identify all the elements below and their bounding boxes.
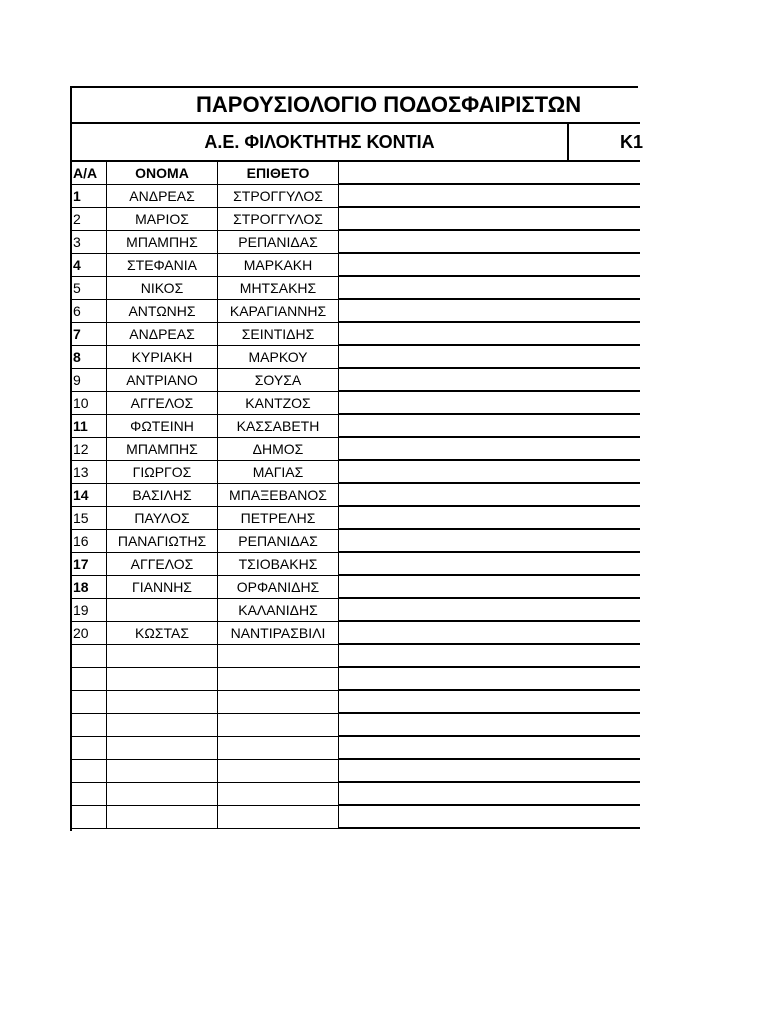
cell-surname[interactable]: ΝΑΝΤΙΡΑΣΒΙΛΙ [218, 622, 339, 645]
cell-attendance[interactable] [339, 599, 640, 622]
table-row [72, 622, 640, 645]
cell-aa[interactable]: 16 [72, 530, 107, 553]
cell-surname[interactable]: ΜΗΤΣΑΚΗΣ [218, 277, 339, 300]
table-row [72, 346, 640, 369]
cell-surname[interactable] [218, 806, 339, 829]
table-row [72, 484, 640, 507]
cell-surname[interactable]: ΡΕΠΑΝΙΔΑΣ [218, 231, 339, 254]
cell-surname[interactable]: ΜΠΑΞΕΒΑΝΟΣ [218, 484, 339, 507]
table-row [72, 553, 640, 576]
cell-name[interactable] [107, 645, 218, 668]
cell-surname[interactable]: ΤΣΙΟΒΑΚΗΣ [218, 553, 339, 576]
table-row [72, 507, 640, 530]
header-surname: ΕΠΙΘΕΤΟ [218, 162, 339, 185]
cell-aa[interactable]: 20 [72, 622, 107, 645]
cell-name[interactable] [107, 668, 218, 691]
table-row [72, 645, 640, 668]
cell-name[interactable] [107, 691, 218, 714]
table-row [72, 783, 640, 806]
cell-attendance[interactable] [339, 737, 640, 760]
cell-name[interactable]: ΑΓΓΕΛΟΣ [107, 553, 218, 576]
table-row [72, 369, 640, 392]
table-row [72, 277, 640, 300]
table-row [72, 760, 640, 783]
cell-attendance[interactable] [339, 369, 640, 392]
cell-aa[interactable] [72, 691, 107, 714]
attendance-sheet [70, 86, 644, 831]
cell-name[interactable]: ΑΝΤΡΙΑΝΟ [107, 369, 218, 392]
cell-surname[interactable] [218, 737, 339, 760]
cell-name[interactable] [107, 760, 218, 783]
cell-surname[interactable] [218, 714, 339, 737]
cell-name[interactable]: ΚΩΣΤΑΣ [107, 622, 218, 645]
cell-name[interactable]: ΚΥΡΙΑΚΗ [107, 346, 218, 369]
table-row [72, 576, 640, 599]
cell-aa[interactable] [72, 714, 107, 737]
cell-aa[interactable]: 6 [72, 300, 107, 323]
cell-name[interactable]: ΒΑΣΙΛΗΣ [107, 484, 218, 507]
cell-aa[interactable] [72, 806, 107, 829]
cell-name[interactable]: ΓΙΩΡΓΟΣ [107, 461, 218, 484]
header-attendance [339, 162, 640, 185]
cell-attendance[interactable] [339, 323, 640, 346]
cell-surname[interactable]: ΚΑΝΤΖΟΣ [218, 392, 339, 415]
cell-attendance[interactable] [339, 185, 640, 208]
cell-name[interactable] [107, 783, 218, 806]
cell-name[interactable] [107, 737, 218, 760]
table-row [72, 323, 640, 346]
cell-aa[interactable]: 1 [72, 185, 107, 208]
cell-aa[interactable]: 2 [72, 208, 107, 231]
cell-name[interactable]: ΜΑΡΙΟΣ [107, 208, 218, 231]
cell-surname[interactable]: ΣΕΙΝΤΙΔΗΣ [218, 323, 339, 346]
cell-attendance[interactable] [339, 415, 640, 438]
header-aa: Α/Α [72, 162, 107, 185]
cell-surname[interactable]: ΣΤΡΟΓΓΥΛΟΣ [218, 208, 339, 231]
cell-name[interactable]: ΝΙΚΟΣ [107, 277, 218, 300]
cell-surname[interactable]: ΚΑΣΣΑΒΕΤΗ [218, 415, 339, 438]
table-row [72, 668, 640, 691]
cell-attendance[interactable] [339, 691, 640, 714]
cell-aa[interactable] [72, 645, 107, 668]
table-header-row [72, 162, 640, 185]
table-row [72, 185, 640, 208]
cell-aa[interactable] [72, 760, 107, 783]
cell-attendance[interactable] [339, 461, 640, 484]
cell-aa[interactable]: 8 [72, 346, 107, 369]
cell-aa[interactable] [72, 668, 107, 691]
cell-name[interactable]: ΜΠΑΜΠΗΣ [107, 231, 218, 254]
cell-aa[interactable] [72, 783, 107, 806]
cell-attendance[interactable] [339, 645, 640, 668]
cell-name[interactable]: ΦΩΤΕΙΝΗ [107, 415, 218, 438]
cell-surname[interactable]: ΔΗΜΟΣ [218, 438, 339, 461]
cell-name[interactable]: ΑΝΤΩΝΗΣ [107, 300, 218, 323]
cell-aa[interactable]: 19 [72, 599, 107, 622]
cell-attendance[interactable] [339, 760, 640, 783]
cell-surname[interactable]: ΠΕΤΡΕΛΗΣ [218, 507, 339, 530]
cell-aa[interactable]: 4 [72, 254, 107, 277]
cell-aa[interactable]: 15 [72, 507, 107, 530]
cell-surname[interactable]: ΜΑΡΚΑΚΗ [218, 254, 339, 277]
cell-name[interactable] [107, 806, 218, 829]
cell-surname[interactable] [218, 691, 339, 714]
cell-attendance[interactable] [339, 806, 640, 829]
sheet-title: ΠΑΡΟΥΣΙΟΛΟΓΙΟ ΠΟΔΟΣΦΑΙΡΙΣΤΩΝ [72, 88, 640, 124]
cell-aa[interactable]: 13 [72, 461, 107, 484]
cell-surname[interactable]: ΣΤΡΟΓΓΥΛΟΣ [218, 185, 339, 208]
cell-aa[interactable]: 9 [72, 369, 107, 392]
cell-aa[interactable]: 11 [72, 415, 107, 438]
cell-name[interactable]: ΠΑΥΛΟΣ [107, 507, 218, 530]
cell-surname[interactable]: ΚΑΡΑΓΙΑΝΝΗΣ [218, 300, 339, 323]
header-name: ΟΝΟΜΑ [107, 162, 218, 185]
table-row [72, 806, 640, 829]
cell-attendance[interactable] [339, 438, 640, 461]
club-code: Κ1 [620, 131, 644, 152]
cell-aa[interactable]: 14 [72, 484, 107, 507]
cell-attendance[interactable] [339, 277, 640, 300]
club-name: Α.Ε. ΦΙΛΟΚΤΗΤΗΣ ΚΟΝΤΙΑ [72, 124, 569, 160]
cell-attendance[interactable] [339, 530, 640, 553]
cell-attendance[interactable] [339, 346, 640, 369]
cell-attendance[interactable] [339, 392, 640, 415]
cell-surname[interactable] [218, 668, 339, 691]
cell-attendance[interactable] [339, 714, 640, 737]
cell-aa[interactable]: 12 [72, 438, 107, 461]
table-row [72, 461, 640, 484]
cell-aa[interactable]: 7 [72, 323, 107, 346]
cell-surname[interactable] [218, 783, 339, 806]
cell-attendance[interactable] [339, 783, 640, 806]
table-row [72, 254, 640, 277]
cell-surname[interactable]: ΚΑΛΑΝΙΔΗΣ [218, 599, 339, 622]
players-table [72, 162, 640, 829]
cell-surname[interactable]: ΣΟΥΣΑ [218, 369, 339, 392]
cell-surname[interactable] [218, 645, 339, 668]
cell-attendance[interactable] [339, 300, 640, 323]
table-row [72, 208, 640, 231]
cell-attendance[interactable] [339, 668, 640, 691]
table-row [72, 530, 640, 553]
cell-surname[interactable]: ΡΕΠΑΝΙΔΑΣ [218, 530, 339, 553]
cell-attendance[interactable] [339, 254, 640, 277]
cell-aa[interactable]: 18 [72, 576, 107, 599]
table-row [72, 599, 640, 622]
cell-name[interactable]: ΣΤΕΦΑΝΙΑ [107, 254, 218, 277]
table-row [72, 691, 640, 714]
cell-name[interactable] [107, 599, 218, 622]
cell-name[interactable]: ΑΓΓΕΛΟΣ [107, 392, 218, 415]
table-row [72, 438, 640, 461]
cell-attendance[interactable] [339, 576, 640, 599]
cell-name[interactable] [107, 714, 218, 737]
cell-attendance[interactable] [339, 231, 640, 254]
cell-attendance[interactable] [339, 507, 640, 530]
cell-attendance[interactable] [339, 622, 640, 645]
cell-surname[interactable]: ΟΡΦΑΝΙΔΗΣ [218, 576, 339, 599]
cell-surname[interactable]: ΜΑΡΚΟΥ [218, 346, 339, 369]
table-row [72, 714, 640, 737]
cell-aa[interactable] [72, 737, 107, 760]
cell-aa[interactable]: 17 [72, 553, 107, 576]
cell-attendance[interactable] [339, 553, 640, 576]
cell-surname[interactable] [218, 760, 339, 783]
table-row [72, 231, 640, 254]
table-row [72, 300, 640, 323]
cell-aa[interactable]: 10 [72, 392, 107, 415]
cell-name[interactable]: ΠΑΝΑΓΙΩΤΗΣ [107, 530, 218, 553]
table-row [72, 737, 640, 760]
cell-attendance[interactable] [339, 208, 640, 231]
club-row [72, 124, 644, 162]
cell-name[interactable]: ΜΠΑΜΠΗΣ [107, 438, 218, 461]
cell-attendance[interactable] [339, 484, 640, 507]
table-row [72, 415, 640, 438]
cell-name[interactable]: ΑΝΔΡΕΑΣ [107, 185, 218, 208]
table-row [72, 392, 640, 415]
cell-aa[interactable]: 3 [72, 231, 107, 254]
cell-surname[interactable]: ΜΑΓΙΑΣ [218, 461, 339, 484]
cell-aa[interactable]: 5 [72, 277, 107, 300]
cell-name[interactable]: ΓΙΑΝΝΗΣ [107, 576, 218, 599]
cell-name[interactable]: ΑΝΔΡΕΑΣ [107, 323, 218, 346]
